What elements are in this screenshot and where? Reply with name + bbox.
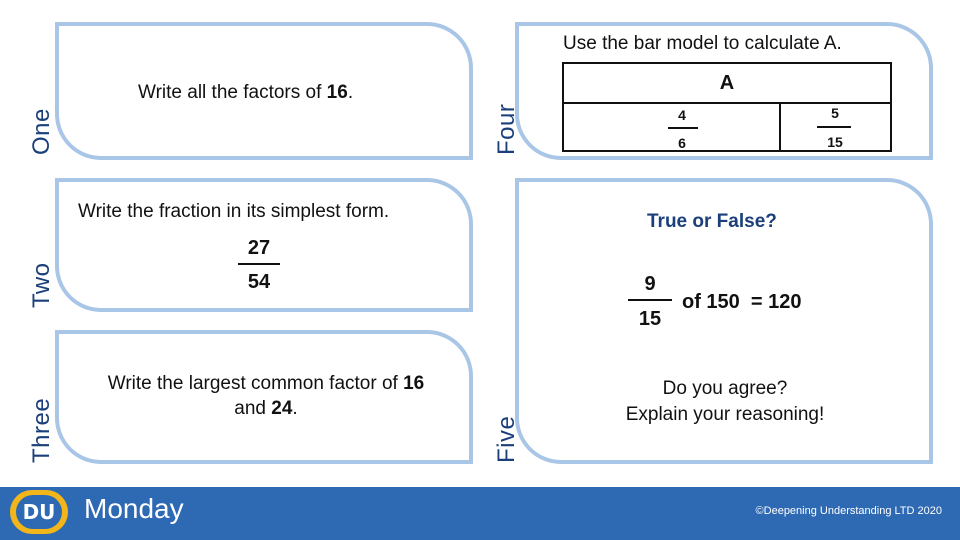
card-five-fraction-bar (628, 299, 672, 301)
card-five-expression: of 150 = 120 (682, 291, 802, 313)
card-two-label: Two (28, 262, 55, 308)
bar-left-denominator: 6 (678, 135, 686, 151)
card-one-text: Write all the factors of (138, 82, 327, 103)
card-five-numerator: 9 (644, 273, 656, 295)
bar-model-divider (779, 102, 781, 152)
card-four-question: Use the bar model to calculate A. (563, 33, 842, 54)
bar-model-a-label: A (719, 72, 735, 94)
card-four-label: Four (493, 103, 520, 155)
du-logo-text: DU (16, 495, 62, 529)
bar-right-denominator: 15 (827, 134, 843, 150)
copyright: ©Deepening Understanding LTD 2020 (755, 505, 942, 517)
card-one-label: One (28, 108, 55, 155)
bar-right-numerator: 5 (831, 105, 839, 121)
card-five-denominator: 15 (638, 308, 662, 330)
card-three-number-b: 24 (271, 398, 293, 419)
card-two-question: Write the fraction in its simplest form. (78, 201, 390, 222)
card-five-prompt-line2: Explain your reasoning! (625, 404, 825, 425)
bar-right-fraction-line (817, 126, 851, 128)
card-one-number: 16 (326, 82, 348, 103)
card-five-heading: True or False? (647, 211, 777, 232)
card-five-prompt-line1: Do you agree? (662, 378, 788, 399)
card-five-prompt (560, 376, 890, 428)
card-five-label: Five (493, 415, 520, 463)
card-three-label: Three (28, 397, 55, 463)
card-three-question (60, 371, 472, 421)
card-one-question (138, 82, 353, 104)
card-two-denominator: 54 (247, 271, 271, 293)
card-one-punct: . (347, 82, 354, 103)
card-three-line2: and (234, 398, 272, 419)
day-label: Monday (84, 493, 184, 524)
card-three-line1: Write the largest common factor of (107, 373, 404, 394)
bar-left-fraction-line (668, 127, 698, 129)
du-logo (10, 490, 68, 534)
card-two-fraction-bar (238, 263, 280, 265)
bar-left-numerator: 4 (678, 107, 686, 123)
card-two-numerator: 27 (247, 237, 271, 259)
card-three-punct: . (292, 398, 298, 419)
card-three-number-a: 16 (403, 373, 425, 394)
